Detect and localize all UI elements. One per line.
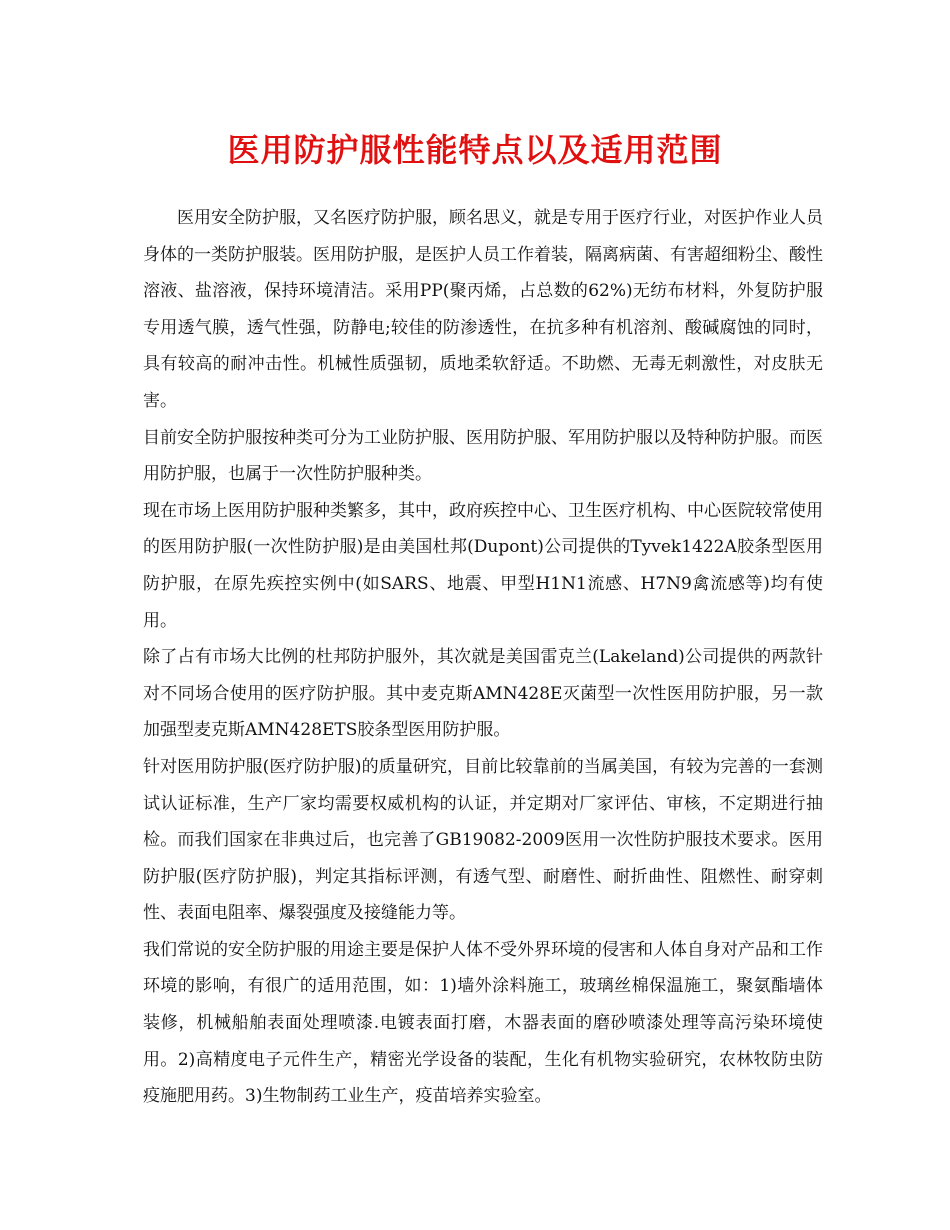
paragraph-intro: 医用安全防护服，又名医疗防护服，顾名思义，就是专用于医疗行业，对医护作业人员身体的一类防护服装。医用防护服，是医护人员工作着装，隔离病菌、有害超细粉尘、酸性溶液、盐溶液，保持环境清洁。采用PP(聚丙烯，占总数的62%)无纺布材料，外复防护服专用透气膜，透气性强，防静电;较佳的防渗透性，在抗多种有机溶剂、酸碱腐蚀的同时，具有较高的耐冲击性。机械性质强韧，质地柔软舒适。不助燃、无毒无刺激性，对皮肤无害。 [143, 208, 823, 411]
paragraph-standards: 针对医用防护服(医疗防护服)的质量研究，目前比较靠前的当属美国，有较为完善的一套测试认证标准，生产厂家均需要权威机构的认证，并定期对厂家评估、审核，不定期进行抽检。而我们国家在非典过后，也完善了GB19082-2009医用一次性防护服技术要求。医用防护服(医疗防护服)，判定其指标评测，有透气型、耐磨性、耐折曲性、阻燃性、耐穿刺性、表面电阻率、爆裂强度及接缝能力等。 [143, 756, 823, 924]
paragraph-lakeland: 除了占有市场大比例的杜邦防护服外，其次就是美国雷克兰(Lakeland)公司提供的两款针对不同场合使用的医疗防护服。其中麦克斯AMN428E灭菌型一次性医用防护服，另一款加强型麦克斯AMN428ETS胶条型医用防护服。 [143, 647, 823, 741]
document-title: 医用防护服性能特点以及适用范围 [227, 131, 723, 169]
paragraph-dupont: 现在市场上医用防护服种类繁多，其中，政府疾控中心、卫生医疗机构、中心医院较常使用的医用防护服(一次性防护服)是由美国杜邦(Dupont)公司提供的Tyvek1422A胶条型医用防护服，在原先疾控实例中(如SARS、地震、甲型H1N1流感、H7N9禽流感等)均有使用。 [143, 500, 823, 631]
paragraph-categories: 目前安全防护服按种类可分为工业防护服、医用防护服、军用防护服以及特种防护服。而医用防护服，也属于一次性防护服种类。 [143, 427, 823, 485]
paragraph-applications: 我们常说的安全防护服的用途主要是保护人体不受外界环境的侵害和人体自身对产品和工作环境的影响，有很广的适用范围，如：1)墙外涂料施工，玻璃丝棉保温施工，聚氨酯墙体装修，机械船舶表面处理喷漆.电镀表面打磨，木器表面的磨砂喷漆处理等高污染环境使用。2)高精度电子元件生产，精密光学设备的装配，生化有机物实验研究，农林牧防虫防疫施肥用药。3)生物制药工业生产，疫苗培养实验室。 [143, 939, 823, 1107]
document-body [143, 200, 823, 1115]
